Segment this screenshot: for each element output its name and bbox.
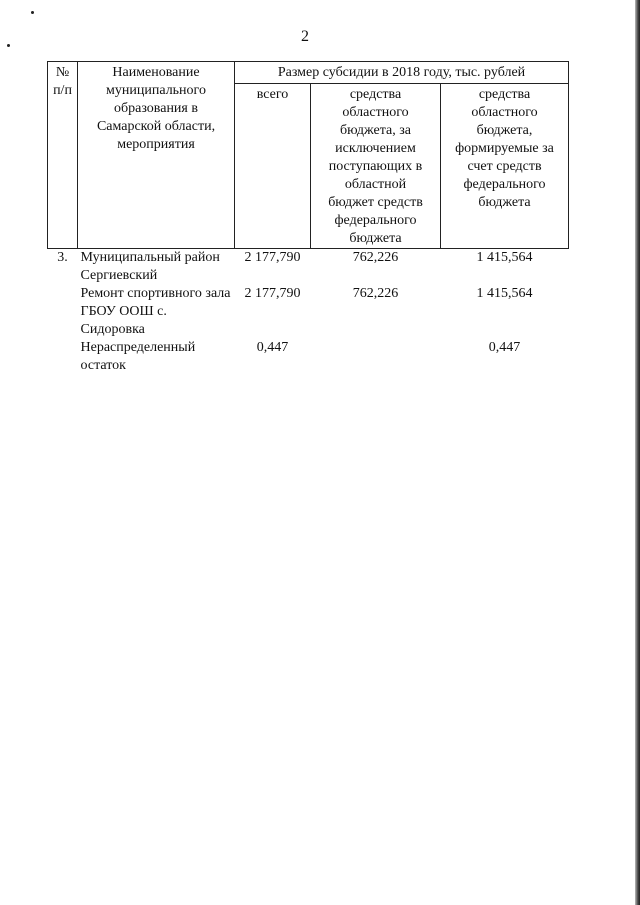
- row-name: Нераспределенный остаток: [80, 340, 196, 373]
- scan-edge-shadow: [635, 0, 640, 905]
- row-federal: 1 415,564: [476, 250, 533, 265]
- table-row: [48, 285, 569, 339]
- row-federal: 1 415,564: [476, 286, 533, 301]
- col-header-subsidy-group: Размер субсидии в 2018 году, тыс. рублей: [235, 62, 569, 84]
- col-header-regional: средства областного бюджета, за исключением поступающих в областной бюджет средств федерального бюджета: [311, 84, 441, 249]
- row-name: Муниципальный район Сергиевский: [80, 250, 220, 283]
- col-header-name: Наименование муниципального образования в Самарской области, мероприятия: [78, 62, 235, 249]
- row-total: 2 177,790: [244, 250, 301, 265]
- scan-speck: [31, 11, 34, 14]
- subsidy-table: [47, 61, 569, 375]
- row-number: 3.: [57, 250, 68, 265]
- col-header-federal: средства областного бюджета, формируемые за счет средств федерального бюджета: [441, 84, 569, 249]
- row-total: 2 177,790: [244, 286, 301, 301]
- page-number: 2: [301, 28, 309, 45]
- row-number: [48, 339, 78, 375]
- row-federal: 0,447: [488, 340, 521, 355]
- row-regional: 762,226: [352, 250, 399, 265]
- col-header-total: всего: [235, 84, 311, 249]
- row-total: 0,447: [256, 340, 289, 355]
- row-regional: [311, 339, 441, 375]
- row-name: Ремонт спортивного зала ГБОУ ООШ с. Сидоровка: [80, 286, 231, 337]
- table-row: [48, 249, 569, 286]
- col-header-number: № п/п: [48, 62, 78, 249]
- row-number: [48, 285, 78, 339]
- row-regional: 762,226: [352, 286, 399, 301]
- table-row: [48, 339, 569, 375]
